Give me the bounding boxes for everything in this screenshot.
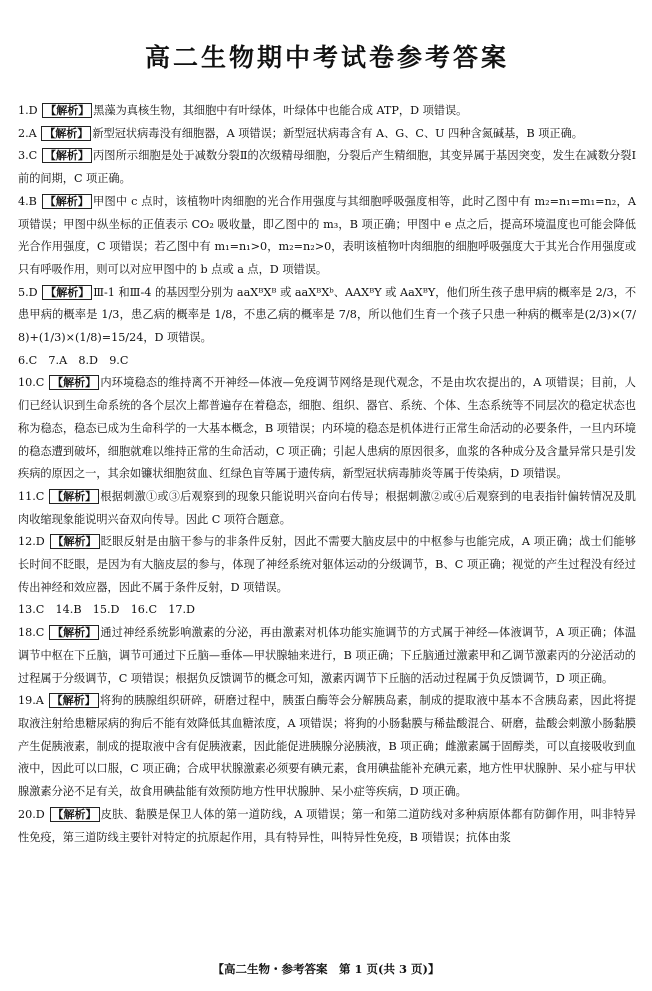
answer-explanation: 内环境稳态的维持离不开神经—体液—免疫调节网络是现代观念，不是由坎农提出的，A 项错误；目前，人们已经认识到生命系统的各个层次上都普遍存在着稳态，细胞、组织、器官、系统、个体、生态系统等不同层次的稳定状态也称为稳态，稳态已成为生命科学的一大基本概念，B 项错误；内环境的稳态是机体进行正常生命活动的必要条件，一旦内环境的稳态遭到破坏，细胞就难以维持正常的生命活动，C 项正确；引起人患病的原因很多，血浆的各种成分及含量异常只是引发疾病的原因之一，其余如镰状细胞贫血、红绿色盲等属于遗传病，新型冠状病毒肺炎等属于传染病，D 项错误。: [18, 376, 636, 481]
answer-number: 2.A: [18, 126, 41, 140]
answer-explanation: 丙图所示细胞是处于减数分裂Ⅱ的次级精母细胞，分裂后产生精细胞，其变异属于基因突变，发生在减数分裂Ⅰ前的间期，C 项正确。: [18, 149, 636, 186]
analysis-tag: 【解析】: [42, 285, 92, 300]
page-title: 高二生物期中考试卷参考答案: [144, 43, 509, 72]
analysis-tag: 【解析】: [50, 807, 100, 822]
answer-item: [18, 372, 636, 486]
answer-number: 18.C: [18, 626, 49, 640]
answer-number: 12.D: [18, 535, 49, 549]
answer-number: 20.D: [18, 807, 49, 821]
answer-number: 19.A: [18, 694, 48, 708]
answer-number: 6.C 7.A 8.D 9.C: [18, 353, 129, 367]
analysis-tag: 【解析】: [49, 625, 99, 640]
analysis-tag: 【解析】: [42, 148, 92, 163]
answer-item: [18, 531, 636, 599]
answer-item: [18, 622, 636, 690]
analysis-tag: 【解析】: [50, 534, 100, 549]
answer-item: [18, 123, 636, 146]
answer-item: [18, 282, 636, 350]
answer-number: 10.C: [18, 376, 49, 390]
page-footer: 【高二生物・参考答案 第 1 页(共 3 页)】: [212, 962, 440, 976]
analysis-tag: 【解析】: [42, 194, 92, 209]
analysis-tag: 【解析】: [41, 126, 91, 141]
answer-number: 3.C: [18, 149, 41, 163]
answer-item: [18, 145, 636, 190]
answer-item: [18, 804, 636, 849]
analysis-tag: 【解析】: [49, 693, 99, 708]
answer-item: [18, 100, 636, 123]
analysis-tag: 【解析】: [42, 103, 92, 118]
answer-number: 13.C 14.B 15.D 16.C 17.D: [18, 603, 195, 617]
analysis-tag: 【解析】: [49, 489, 99, 504]
answer-number: 11.C: [18, 489, 49, 503]
answer-explanation: 眨眼反射是由脑干参与的非条件反射，因此不需要大脑皮层中的中枢参与也能完成，A 项正确；战士们能够长时间不眨眼，是因为有大脑皮层的参与，体现了神经系统对躯体运动的分级调节，B、C 项正确；视觉的产生过程没有经过传出神经和效应器，因此不属于条件反射，D 项错误。: [18, 535, 636, 594]
answer-number: 5.D: [18, 285, 42, 299]
answer-list: [18, 100, 636, 849]
answer-explanation: 新型冠状病毒没有细胞器，A 项错误；新型冠状病毒含有 A、G、C、U 四种含氮碱基，B 项正确。: [92, 126, 583, 140]
answer-explanation: 根据刺激①或③后观察到的现象只能说明兴奋向右传导；根据刺激②或④后观察到的电表指针偏转情况及肌肉收缩现象能说明兴奋双向传导。因此 C 项符合题意。: [18, 489, 636, 526]
answer-item: [18, 191, 636, 282]
answer-explanation: 皮肤、黏膜是保卫人体的第一道防线，A 项错误；第一和第二道防线对多种病原体都有防御作用，叫非特异性免疫，第三道防线主要针对特定的抗原起作用，具有特异性，叫特异性免疫，B 项错误；抗体由浆: [18, 807, 636, 844]
answer-number: 1.D: [18, 104, 42, 117]
answer-number: 4.B: [18, 194, 41, 208]
answer-explanation: 黑藻为真核生物，其细胞中有叶绿体，叶绿体中也能合成 ATP，D 项错误。: [93, 104, 468, 117]
answer-item: [18, 350, 636, 373]
answer-explanation: 甲图中 c 点时，该植物叶肉细胞的光合作用强度与其细胞呼吸强度相等，此时乙图中有 m₂=n₁=m₁=n₂，A 项错误；甲图中纵坐标的正值表示 CO₂ 吸收量，即乙图中的 m₃，B 项正确；甲图中 e 点之后，提高环境温度也可能会降低光合作用强度，C 项错误；若乙图中有 m₁=n₁>0，m₂=n₂>0，表明该植物叶肉细胞的细胞呼吸强度大于其光合作用强度或只有呼吸作用，则可以对应甲图中的 b 点或 a 点，D 项错误。: [18, 194, 636, 276]
answer-item: [18, 690, 636, 804]
answer-explanation: Ⅲ-1 和Ⅲ-4 的基因型分别为 aaXᴮXᴮ 或 aaXᴮXᵇ、AAXᴮY 或 AaXᴮY，他们所生孩子患甲病的概率是 2/3，不患甲病的概率是 1/3，患乙病的概率是 1/8，不患乙病的概率是 7/8，所以他们生育一个孩子只患一种病的概率是(2/3)×(7/8)+(1/3)×(1/8)=15/24，D 项错误。: [18, 285, 637, 345]
answer-item: [18, 599, 636, 622]
answer-item: [18, 486, 636, 531]
answer-explanation: 将狗的胰腺组织研碎，研磨过程中，胰蛋白酶等会分解胰岛素，制成的提取液中基本不含胰岛素，因此将提取液注射给患糖尿病的狗后不能有效降低其血糖浓度，A 项错误；将狗的小肠黏膜与稀盐酸混合、研磨，盐酸会刺激小肠黏膜产生促胰液素，制成的提取液中含有促胰液素，因此能促进胰腺分泌胰液，B 项正确；雌激素属于固醇类，可以直接吸收到血液中，因此可以口服，C 项正确；合成甲状腺激素必须要有碘元素，食用碘盐能补充碘元素，地方性甲状腺肿、呆小症与甲状腺激素分泌不足有关，故食用碘盐能有效预防地方性甲状腺肿、呆小症等疾病，D 项正确。: [18, 694, 636, 799]
answer-explanation: 通过神经系统影响激素的分泌，再由激素对机体功能实施调节的方式属于神经—体液调节，A 项正确；体温调节中枢在下丘脑，调节可通过下丘脑—垂体—甲状腺轴来进行，B 项正确；下丘脑通过激素甲和乙调节激素丙的分泌活动的过程属于分级调节，C 项错误；根据负反馈调节的概念可知，激素丙调节下丘脑的活动过程属于负反馈调节，D 项正确。: [18, 626, 636, 685]
analysis-tag: 【解析】: [49, 375, 99, 390]
